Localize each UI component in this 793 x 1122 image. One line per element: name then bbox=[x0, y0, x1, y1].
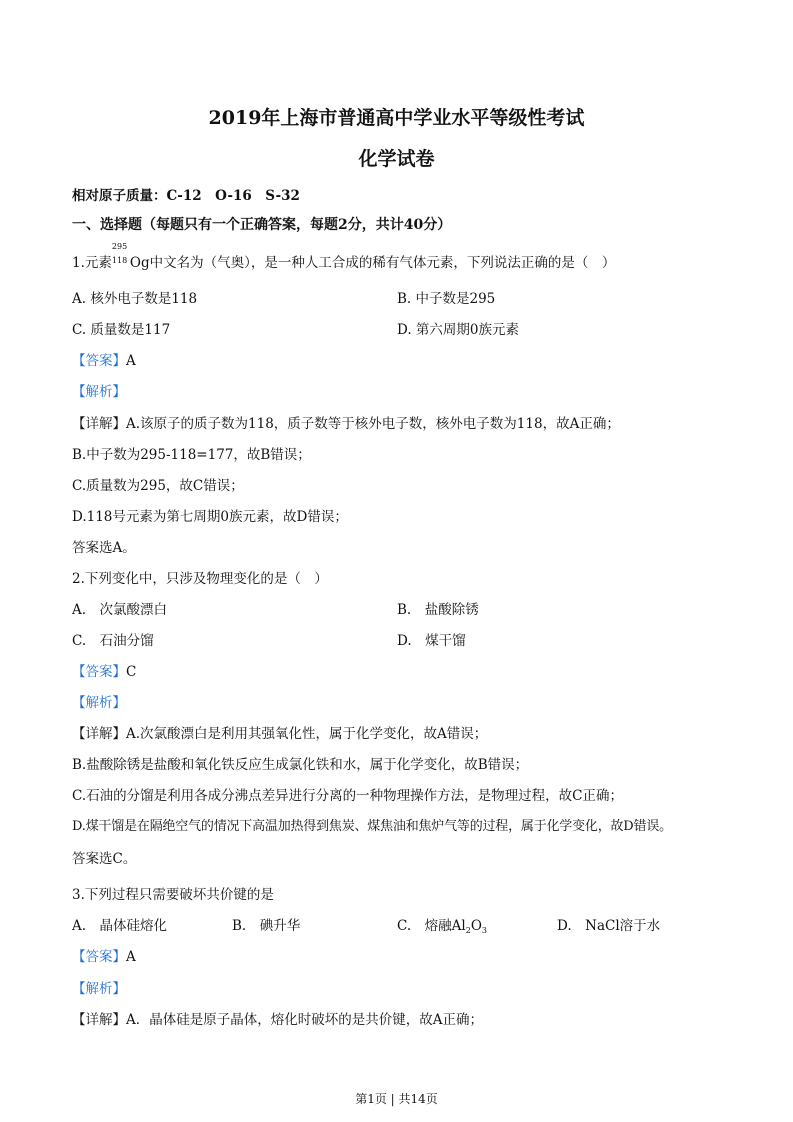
q1-option-b: B. 中子数是295 bbox=[397, 291, 496, 307]
q1-detail-2: B.中子数为295-118=177，故B错误； bbox=[72, 447, 311, 463]
q2-detail-2: B.盐酸除锈是盐酸和氧化铁反应生成氯化铁和水，属于化学变化，故B错误； bbox=[72, 757, 529, 773]
q3-stem: 3.下列过程只需要破坏共价键的是 bbox=[72, 887, 274, 903]
q3-answer-label: 【答案】 bbox=[72, 949, 126, 965]
q3-option-c-mid: O bbox=[470, 918, 482, 934]
q3-answer-value: A bbox=[126, 949, 136, 965]
q3-detail-label: 【详解】 bbox=[72, 1012, 126, 1028]
q3-option-a: A. 晶体硅熔化 bbox=[72, 918, 168, 934]
q2-detail-4: D.煤干馏是在隔绝空气的情况下高温加热得到焦炭、煤焦油和焦炉气等的过程，属于化学变化，故D错误。 bbox=[72, 819, 672, 834]
q1-option-c: C. 质量数是117 bbox=[72, 322, 171, 338]
q2-detail-1 bbox=[72, 722, 487, 742]
q2-answer bbox=[72, 660, 136, 680]
isotope-notation bbox=[111, 242, 130, 267]
q2-analysis-label: 【解析】 bbox=[72, 695, 126, 711]
q2-option-c: C. 石油分馏 bbox=[72, 633, 154, 649]
q1-answer-label: 【答案】 bbox=[72, 353, 126, 369]
q3-option-d: D. NaCl溶于水 bbox=[557, 918, 661, 934]
q2-answer-value: C bbox=[126, 664, 137, 680]
q3-analysis-label: 【解析】 bbox=[72, 981, 126, 997]
isotope-number: 118 bbox=[111, 256, 128, 265]
q2-detail-text: A.次氯酸漂白是利用其强氧化性，属于化学变化，故A错误； bbox=[126, 726, 488, 742]
q2-option-b: B. 盐酸除锈 bbox=[397, 602, 479, 618]
q1-answer bbox=[72, 349, 136, 369]
page-subtitle: 化学试卷 bbox=[358, 148, 435, 170]
q2-detail-label: 【详解】 bbox=[72, 726, 126, 742]
q1-detail-4: D.118号元素为第七周期0族元素，故D错误； bbox=[72, 509, 348, 525]
q1-stem-pre: 1.元素 bbox=[72, 255, 112, 271]
q3-option-c-sub2: 3 bbox=[481, 926, 487, 935]
q1-stem-post: 中文名为（气奥），是一种人工合成的稀有气体元素，下列说法正确的是（ ） bbox=[149, 255, 616, 271]
q2-detail-5: 答案选C。 bbox=[72, 851, 137, 867]
q2-answer-label: 【答案】 bbox=[72, 664, 126, 680]
q2-option-a: A. 次氯酸漂白 bbox=[72, 602, 168, 618]
q3-detail-text: A．晶体硅是原子晶体，熔化时破坏的是共价键，故A正确； bbox=[126, 1012, 483, 1028]
q3-detail-1 bbox=[72, 1008, 483, 1028]
q2-option-d: D. 煤干馏 bbox=[397, 633, 466, 649]
q1-detail-5: 答案选A。 bbox=[72, 540, 136, 556]
isotope-symbol: Og bbox=[129, 255, 150, 271]
q1-detail-label: 【详解】 bbox=[72, 416, 126, 432]
q1-answer-value: A bbox=[126, 353, 136, 369]
q2-stem: 2.下列变化中，只涉及物理变化的是（ ） bbox=[72, 571, 328, 587]
q1-analysis-label: 【解析】 bbox=[72, 384, 126, 400]
page-footer: 第1页 | 共14页 bbox=[355, 1092, 438, 1106]
q1-detail-3: C.质量数为295，故C错误； bbox=[72, 478, 244, 494]
section-heading: 一、选择题（每题只有一个正确答案，每题2分，共计40分） bbox=[72, 217, 452, 233]
q2-detail-3: C.石油的分馏是利用各成分沸点差异进行分离的一种物理操作方法，是物理过程，故C正确； bbox=[72, 788, 623, 804]
page-title: 2019年上海市普通高中学业水平等级性考试 bbox=[208, 107, 585, 129]
q1-detail-1 bbox=[72, 412, 620, 432]
q1-option-a: A. 核外电子数是118 bbox=[72, 291, 198, 307]
q3-option-c-pre: C. 熔融Al bbox=[397, 918, 466, 934]
q1-stem bbox=[72, 242, 616, 271]
isotope-mass: 295 bbox=[111, 242, 128, 251]
q1-detail-text: A.该原子的质子数为118，质子数等于核外电子数，核外电子数为118，故A正确； bbox=[126, 416, 620, 432]
atomic-masses: 相对原子质量：C-12 O-16 S-32 bbox=[72, 188, 300, 204]
q3-option-c bbox=[397, 914, 487, 935]
q3-answer bbox=[72, 945, 136, 965]
q3-option-c-sub1: 2 bbox=[465, 926, 471, 935]
q1-option-d: D. 第六周期0族元素 bbox=[397, 322, 520, 338]
q3-option-b: B. 碘升华 bbox=[232, 918, 301, 934]
